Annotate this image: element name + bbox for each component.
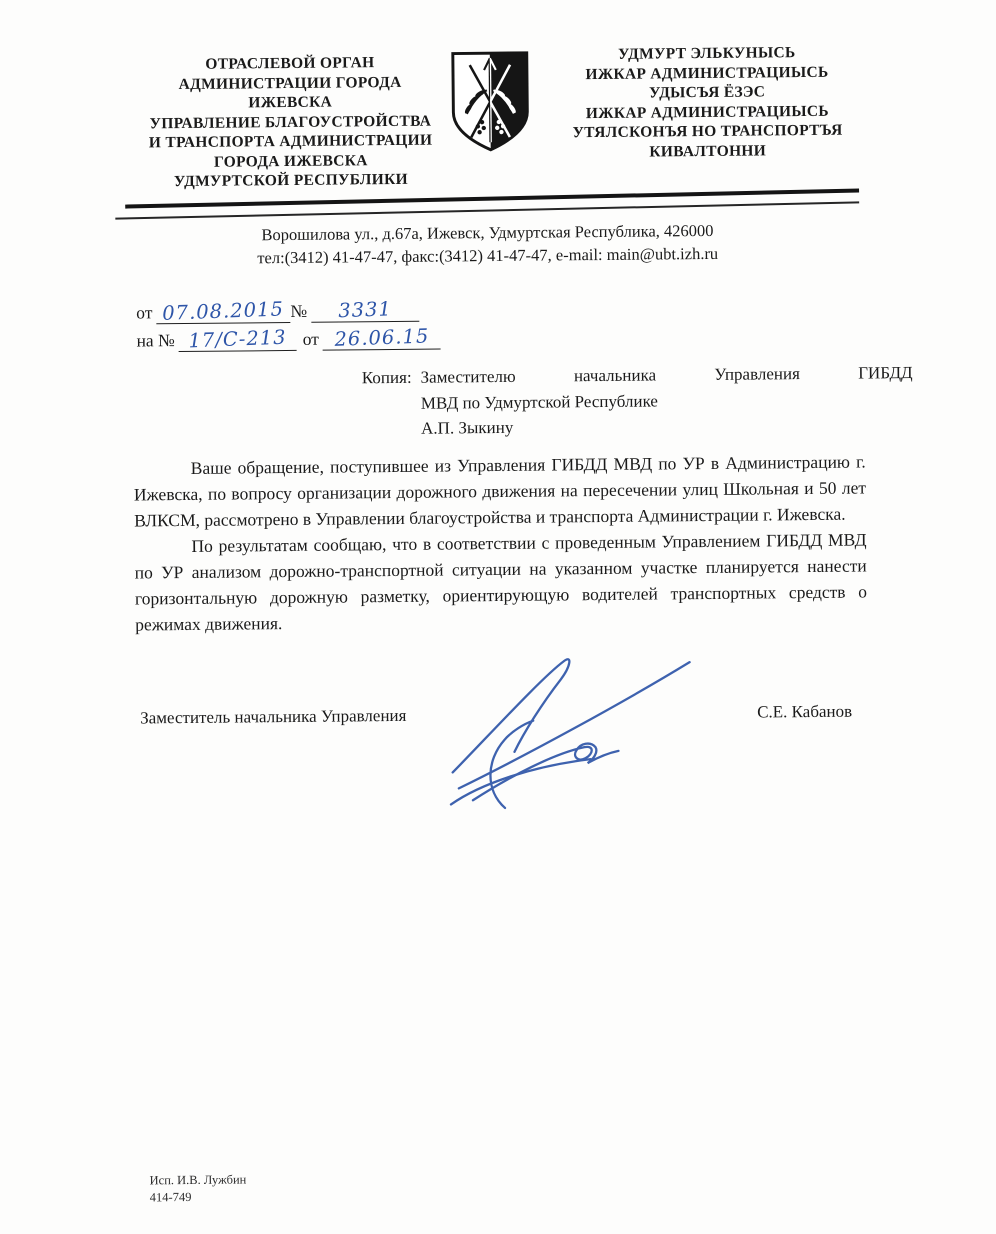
number-sign-label: № — [290, 300, 308, 321]
incoming-date-field — [323, 326, 441, 351]
letterhead-line: УДМУРТСКОЙ РЕСПУБЛИКИ — [173, 170, 409, 191]
incoming-number-handwritten: 17/С-213 — [188, 325, 288, 353]
outgoing-number-handwritten: 3331 — [337, 297, 393, 323]
signer-name: С.Е. Кабанов — [757, 701, 853, 722]
body-paragraph: По результатам сообщаю, что в соответствии с проведенным Управлением ГИБДД МВД по УР анализом дорожно-транспортной ситуации на указанном участке планируется нанести горизонтальную дорожную разметку, ориентирующую водителей транспортных средств о режимах движения. — [134, 529, 868, 635]
reference-block — [136, 294, 441, 353]
executor-phone: 414-749 — [149, 1189, 192, 1205]
reference-outgoing-row — [136, 294, 441, 325]
reference-incoming-row — [136, 322, 441, 353]
reply-from-label: от — [302, 328, 319, 349]
outgoing-date-handwritten: 07.08.2015 — [162, 297, 285, 325]
incoming-number-field — [179, 327, 297, 352]
reply-to-label: на № — [136, 330, 175, 351]
letterhead-line: УПРАВЛЕНИЕ БЛАГОУСТРОЙСТВА — [149, 112, 432, 132]
handwritten-signature — [438, 650, 702, 815]
recipient-line: Заместителю начальника Управления ГИБДД — [420, 363, 913, 387]
letterhead-line: УТЯЛСКОНЪЯ НО ТРАНСПОРТЪЯ — [572, 121, 843, 142]
letterhead-line: КИВАЛТОННИ — [649, 141, 767, 161]
letterhead-russian — [116, 52, 465, 192]
contact-address: Ворошилова ул., д.67а, Ижевск, Удмуртская Республика, 426000 — [261, 220, 714, 245]
letterhead-udmurt — [541, 42, 874, 162]
letterhead-line: И ТРАНСПОРТА АДМИНИСТРАЦИИ — [148, 131, 433, 152]
contact-block — [165, 219, 809, 270]
from-label: от — [136, 302, 153, 323]
executor-footer — [149, 1171, 246, 1206]
letterhead-line: АДМИНИСТРАЦИИ ГОРОДА — [178, 73, 402, 93]
letterhead-line: УДЫСЪЯ ЁЗЭС — [648, 83, 766, 102]
letterhead-line: ОТРАСЛЕВОЙ ОРГАН — [205, 54, 375, 73]
outgoing-number-field — [311, 298, 419, 323]
body-paragraph: Ваше обращение, поступившее из Управления ГИБДД МВД по УР в Администрацию г. Ижевска, по вопросу организации дорожного движения на пересечении улиц Школьная и 50 лет ВЛКСМ, рассмотрено в Управлении благоустройства и транспорта Администрации г. Ижевска. — [133, 451, 867, 531]
letter-body — [134, 448, 868, 637]
executor-name: Исп. И.В. Лужбин — [149, 1172, 247, 1188]
outgoing-date-field — [156, 299, 290, 324]
letterhead-line: ИЖКАР АДМИНИСТРАЦИЫСЬ — [585, 102, 829, 122]
recipient-line: МВД по Удмуртской Республике — [420, 390, 659, 413]
recipient-line: А.П. Зыкину — [421, 417, 514, 438]
izhevsk-coat-of-arms-icon — [448, 48, 533, 155]
contact-phone-email: тел:(3412) 41-47-47, факс:(3412) 41-47-47, e-mail: main@ubt.izh.ru — [257, 243, 719, 267]
recipient-lines — [420, 360, 913, 441]
copy-label: Копия: — [361, 367, 412, 388]
letterhead-line: УДМУРТ ЭЛЬКУНЫСЬ — [617, 44, 796, 63]
letterhead-line: ГОРОДА ИЖЕВСКА — [213, 151, 368, 171]
recipient-block — [362, 360, 913, 442]
letterhead-line: ИЖЕВСКА — [248, 93, 333, 112]
incoming-date-handwritten: 26.06.15 — [334, 324, 430, 351]
signer-position: Заместитель начальника Управления — [140, 705, 407, 728]
letterhead-line: ИЖКАР АДМИНИСТРАЦИЫСЬ — [585, 63, 829, 83]
